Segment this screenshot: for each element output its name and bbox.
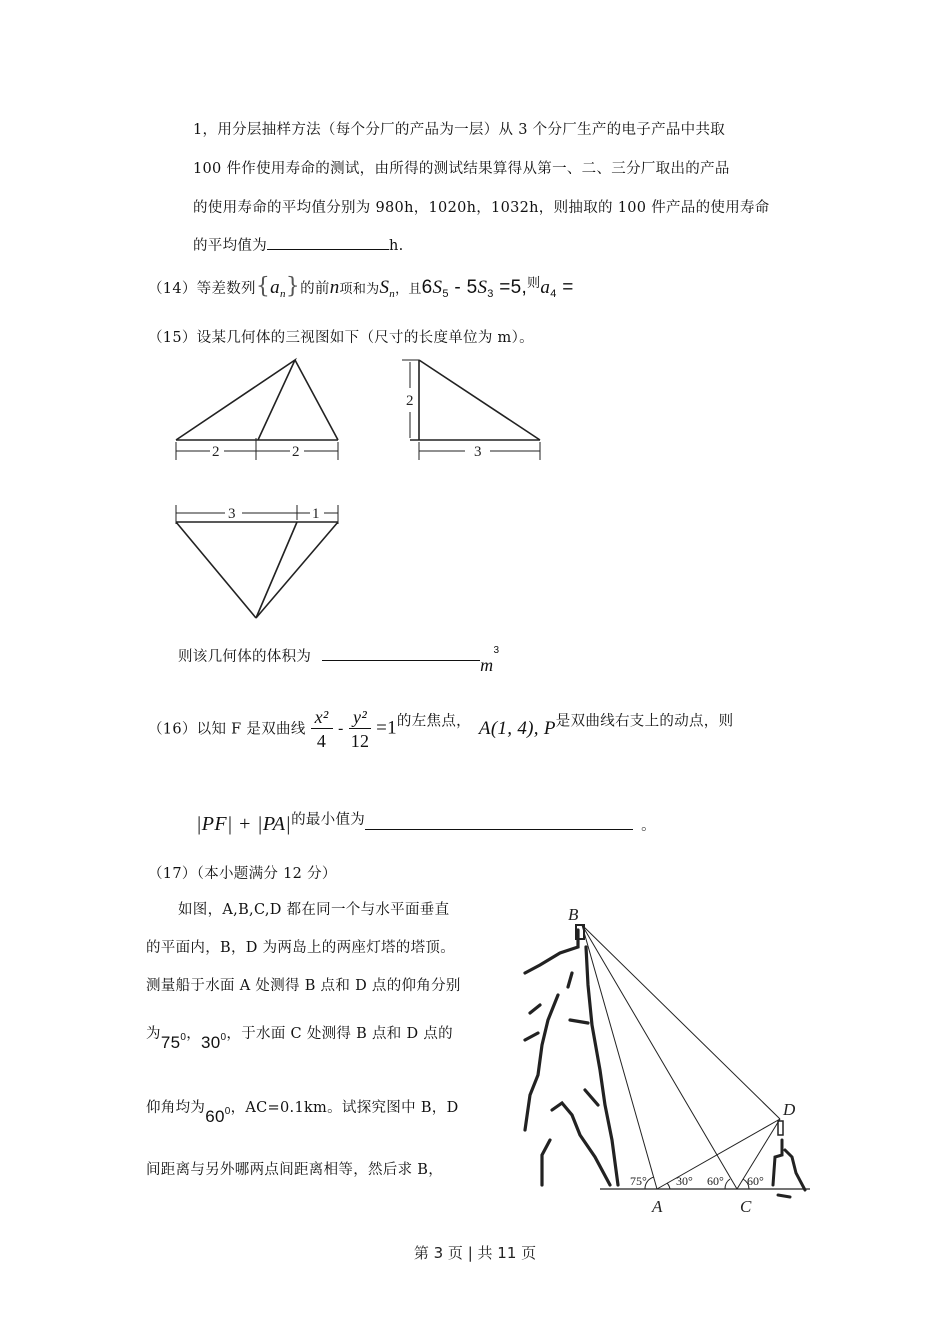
q15-volume [178, 645, 499, 676]
side-dim-height: 2 [406, 393, 414, 409]
angle-30: 30 [201, 1033, 221, 1052]
q17-text: 仰角均为 [146, 1100, 206, 1116]
q17-line-2: 的平面内，B，D 为两岛上的两座灯塔的塔顶。 [146, 940, 455, 956]
eq-equals: = [556, 277, 574, 298]
degree: 0 [224, 1106, 231, 1117]
comma: ， [186, 1026, 202, 1042]
q17-line-5 [146, 1096, 459, 1127]
q17-text: 为 [146, 1026, 161, 1042]
q15-volume-prompt: 则该几何体的体积为 [178, 649, 312, 665]
seq-a: a [270, 277, 280, 298]
q14-text: 则 [527, 276, 541, 291]
q17-header: （17）（本小题满分 12 分） [148, 866, 337, 882]
eq-post: =5, [493, 277, 528, 298]
q13-line-1: 1，用分层抽样方法（每个分厂的产品为一层）从 3 个分厂生产的电子产品中共取 [193, 122, 726, 138]
unit-sup: 3 [493, 645, 500, 656]
eq-S3-sub: 3 [487, 288, 494, 300]
eq-S3: S [477, 277, 488, 298]
q16-question [148, 706, 733, 753]
unit-m: m [480, 655, 494, 675]
angle-label-60a: 60° [707, 1174, 724, 1188]
q15-answer-blank[interactable] [322, 648, 480, 661]
var-a4-sub: 4 [550, 288, 557, 300]
var-n: n [329, 277, 340, 298]
q13-line-2: 100 件作使用寿命的测试，由所得的测试结果算得从第一、二、三分厂取出的产品 [193, 161, 730, 177]
q16-line-2 [196, 808, 656, 836]
q13-answer-blank[interactable] [267, 235, 389, 250]
var-a4: a [540, 277, 551, 298]
q16-text: 的最小值为 [291, 812, 366, 828]
three-view-figure [140, 350, 560, 630]
q14-text: 的前 [300, 281, 330, 297]
label-B: B [568, 905, 579, 924]
q13-line-4 [193, 234, 404, 255]
q14-question [148, 272, 574, 300]
point-A-P: A(1, 4), P [478, 717, 556, 739]
eq-S5-sub: 5 [442, 288, 449, 300]
minus: - [332, 718, 350, 738]
angle-60: 60 [205, 1107, 225, 1126]
q14-text: 等差数列 [196, 281, 256, 297]
eq-6: 6 [421, 277, 433, 298]
label-C: C [740, 1197, 752, 1216]
label-A: A [652, 1197, 663, 1216]
q14-text: 项和为 [339, 282, 380, 297]
eq-mid: - 5 [448, 277, 478, 298]
page-footer: 第 3 页 | 共 11 页 [413, 1244, 537, 1262]
top-dim-2: 1 [312, 506, 320, 522]
var-S: S [379, 277, 390, 298]
q13-unit: h. [389, 238, 404, 254]
expr-pf-pa: |PF| + |PA| [196, 813, 292, 835]
brace-left: { [255, 274, 271, 299]
q13-answer-prompt: 的平均值为 [193, 238, 267, 254]
angle-label-75: 75° [630, 1174, 647, 1188]
top-dim-1: 3 [228, 506, 236, 522]
q17-line-6: 间距离与另外哪两点间距离相等，然后求 B， [146, 1162, 444, 1178]
var-S-sub: n [389, 288, 396, 300]
seq-sub: n [279, 288, 286, 300]
q17-line-1: 如图，A,B,C,D 都在同一个与水平面垂直 [178, 902, 450, 918]
q16-text: 以知 F 是双曲线 [196, 721, 306, 738]
q17-text: 于水面 C 处测得 B 点和 D 点的 [241, 1026, 453, 1042]
q14-text: ，且 [395, 282, 422, 297]
comma: ， [226, 1026, 242, 1042]
fraction-x2-4: $\frac{\text{x²}}{4}$ [311, 706, 333, 753]
q17-line-3: 测量船于水面 A 处测得 B 点和 D 点的仰角分别 [146, 978, 461, 994]
q13-line-3: 的使用寿命的平均值分别为 980h，1020h，1032h，则抽取的 100 件产品的使用寿命 [193, 200, 770, 216]
q17-text: ，AC=0.1km。试探究图中 B，D [230, 1100, 459, 1116]
brace-right: } [285, 274, 301, 299]
side-dim-width: 3 [474, 444, 482, 460]
degree: 0 [180, 1032, 187, 1043]
fraction-y2-12: $\frac{\text{y²}}{12}$ [350, 707, 370, 751]
q16-number: （16） [148, 721, 197, 738]
q15-title: （15）设某几何体的三视图如下（尺寸的长度单位为 m）。 [148, 330, 534, 346]
degree: 0 [220, 1032, 227, 1043]
front-dim-2: 2 [292, 444, 300, 460]
q16-text: 是双曲线右支上的动点，则 [555, 713, 734, 730]
q14-number: （14） [148, 281, 197, 297]
q17-line-4 [146, 1022, 453, 1053]
eq-S5: S [432, 277, 443, 298]
angle-75: 75 [160, 1033, 181, 1052]
lighthouse-figure [500, 895, 830, 1225]
eq-one: =1 [371, 717, 397, 739]
front-dim-1: 2 [212, 444, 220, 460]
angle-label-30: 30° [676, 1174, 693, 1188]
q16-answer-blank[interactable] [365, 817, 633, 830]
label-D: D [783, 1100, 796, 1119]
q16-end: 。 [641, 818, 656, 834]
q16-text: 的左焦点， [396, 713, 471, 730]
angle-label-60b: 60° [747, 1174, 764, 1188]
